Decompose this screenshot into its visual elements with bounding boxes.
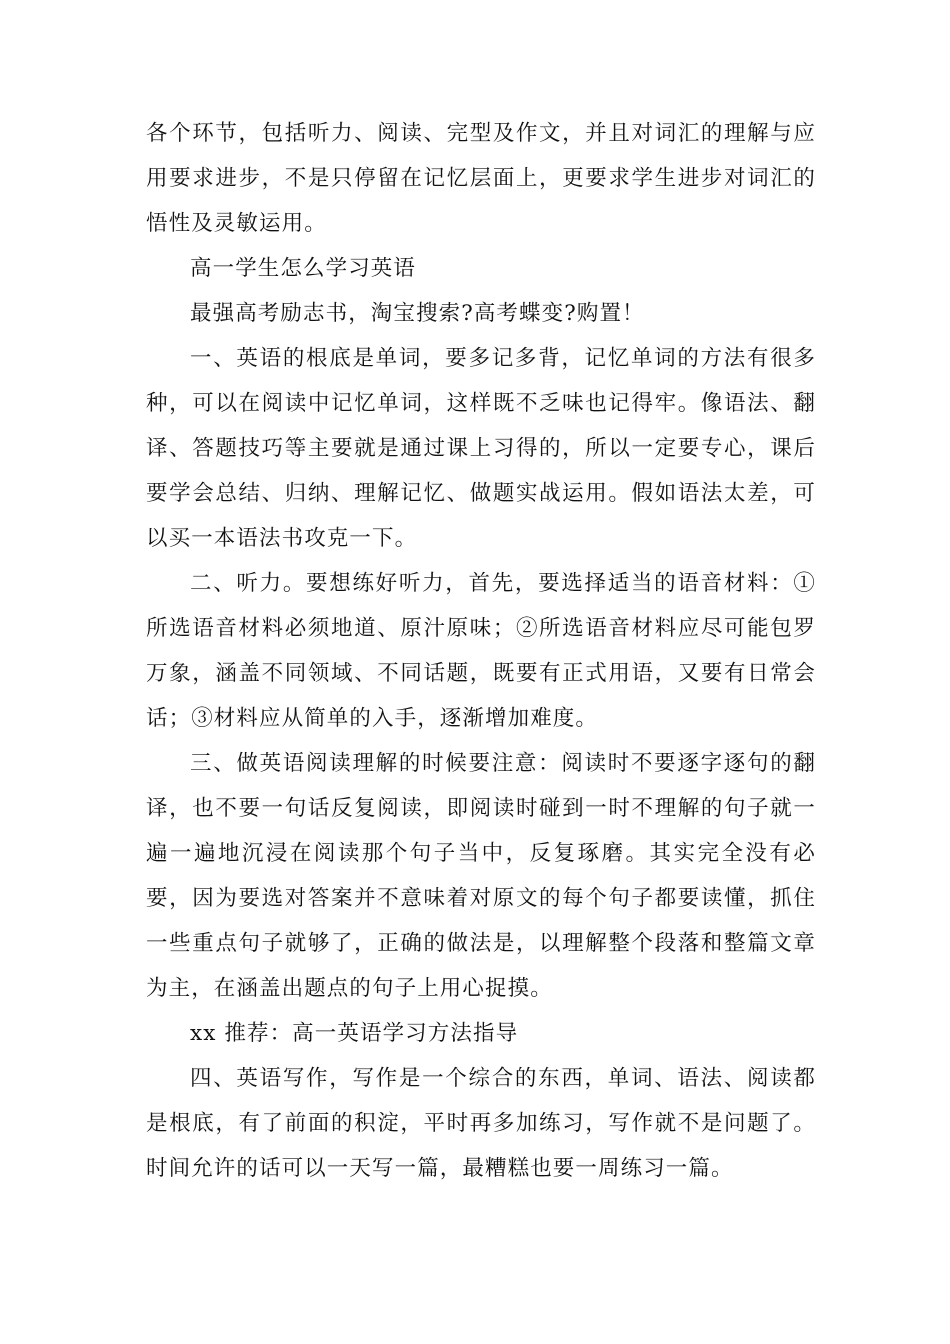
promo-line: 最强高考励志书，淘宝搜索?高考蝶变?购置！ [190,301,645,326]
recommendation-line: xx 推荐：高一英语学习方法指导 [190,1021,519,1046]
paragraph-writing: 四、英语写作，写作是一个综合的东西，单词、语法、阅读都是根底，有了前面的积淀，平时再多加练习，写作就不是问题了。时间允许的话可以一天写一篇，最糟糕也要一周练习一篇。 [146,1066,816,1181]
paragraph-reading: 三、做英语阅读理解的时候要注意：阅读时不要逐字逐句的翻译，也不要一句话反复阅读，即阅读时碰到一时不理解的句子就一遍一遍地沉浸在阅读那个句子当中，反复琢磨。其实完全没有必要，因为要选对答案并不意味着对原文的每个句子都要读懂，抓住一些重点句子就够了，正确的做法是，以理解整个段落和整篇文章为主，在涵盖出题点的句子上用心捉摸。 [146,751,816,1001]
paragraph-listening: 二、听力。要想练好听力，首先，要选择适当的语音材料：①所选语音材料必须地道、原汁原味；②所选语音材料应尽可能包罗万象，涵盖不同领域、不同话题，既要有正式用语，又要有日常会话；③材料应从简单的入手，逐渐增加难度。 [146,571,816,731]
document-body [146,111,816,1191]
paragraph-continuation: 各个环节，包括听力、阅读、完型及作文，并且对词汇的理解与应用要求进步，不是只停留在记忆层面上，更要求学生进步对词汇的悟性及灵敏运用。 [146,121,816,236]
section-heading: 高一学生怎么学习英语 [190,256,417,281]
paragraph-vocabulary: 一、英语的根底是单词，要多记多背，记忆单词的方法有很多种，可以在阅读中记忆单词，这样既不乏味也记得牢。像语法、翻译、答题技巧等主要就是通过课上习得的，所以一定要专心，课后要学会总结、归纳、理解记忆、做题实战运用。假如语法太差，可以买一本语法书攻克一下。 [146,346,816,551]
